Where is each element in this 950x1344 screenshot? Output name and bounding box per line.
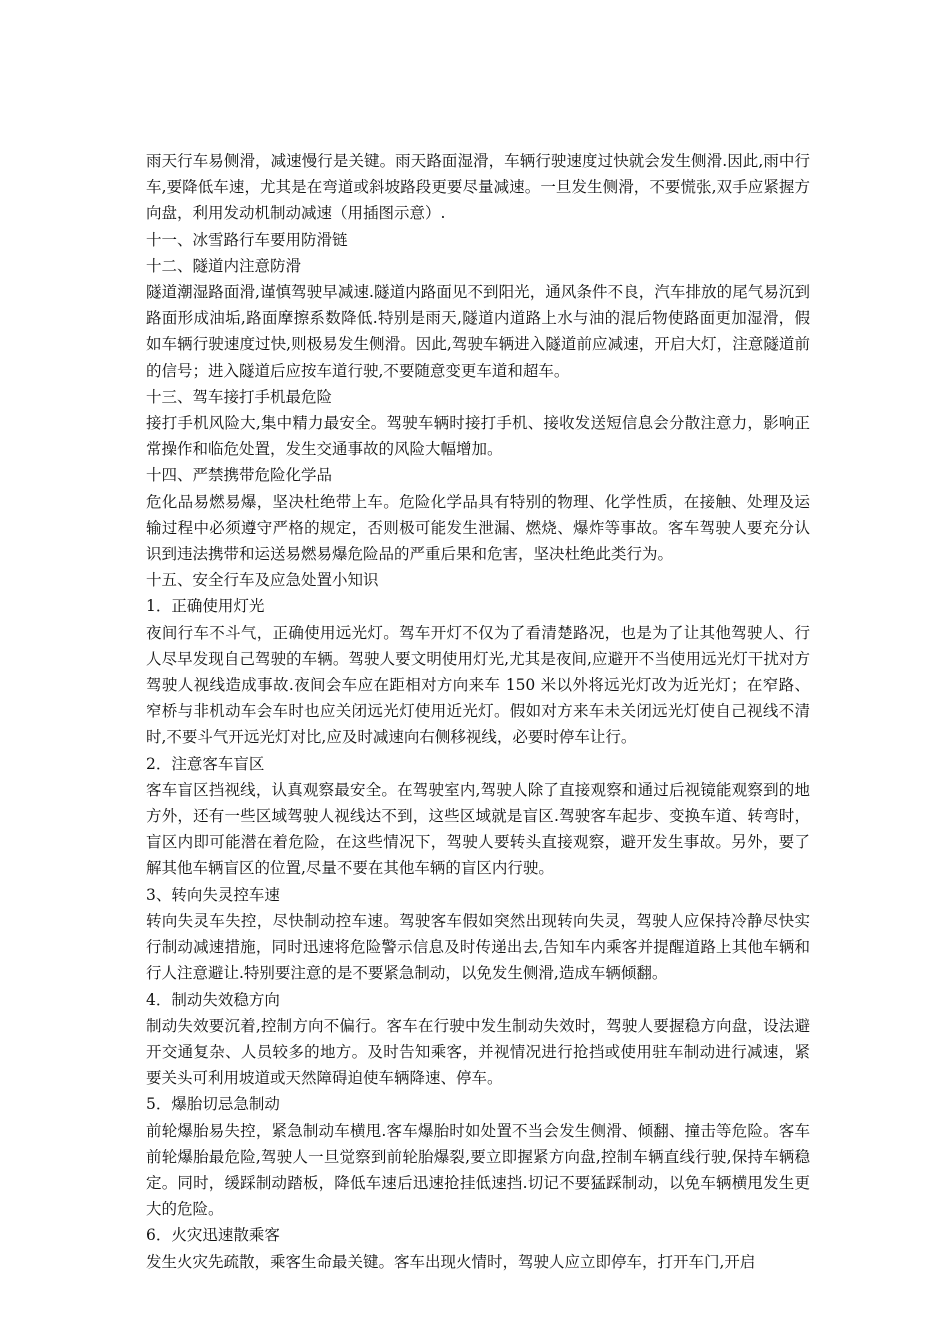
heading-12: 十二、隧道内注意防滑 [146,256,302,275]
paragraph-hazmat: 危化品易燃易爆，坚决杜绝带上车。危险化学品具有特别的物理、化学性质，在接触、处理及运输过程中必须遵守严格的规定，否则极可能发生泄漏、燃烧、爆炸等事故。客车驾驶人要充分认识到违法携带和运送易燃易爆危险品的严重后果和危害，坚决杜绝此类行为。 [146,492,810,564]
subheading-6: 6．火灾迅速散乘客 [146,1226,280,1245]
heading-11: 十一、冰雪路行车要用防滑链 [146,230,348,249]
paragraph-phone: 接打手机风险大,集中精力最安全。驾驶车辆时接打手机、接收发送短信息会分散注意力，影响正常操作和临危处置，发生交通事故的风险大幅增加。 [146,414,810,459]
paragraph-blindspot: 客车盲区挡视线，认真观察最安全。在驾驶室内,驾驶人除了直接观察和通过后视镜能观察到的地方外，还有一些区域驾驶人视线达不到，这些区域就是盲区.驾驶客车起步、变换车道、转弯时，盲区内即可能潜在着危险，在这些情况下，驾驶人要转头直接观察，避开发生事故。另外，要了解其他车辆盲区的位置,尽量不要在其他车辆的盲区内行驶。 [146,780,810,878]
paragraph-rain: 雨天行车易侧滑，减速慢行是关键。雨天路面湿滑，车辆行驶速度过快就会发生侧滑.因此,雨中行车,要降低车速，尤其是在弯道或斜坡路段更要尽量减速。一旦发生侧滑，不要慌张,双手应紧握方向盘，利用发动机制动减速（用插图示意）. [146,152,810,223]
paragraph-brakes: 制动失效要沉着,控制方向不偏行。客车在行驶中发生制动失效时，驾驶人要握稳方向盘，设法避开交通复杂、人员较多的地方。及时告知乘客，并视情况进行抢挡或使用驻车制动进行减速，紧要关头可利用坡道或天然障碍迫使车辆降速、停车。 [146,1016,810,1088]
paragraph-steering: 转向失灵车失控，尽快制动控车速。驾驶客车假如突然出现转向失灵，驾驶人应保持冷静尽快实行制动减速措施，同时迅速将危险警示信息及时传递出去,告知车内乘客并提醒道路上其他车辆和行人注意避让.特别要注意的是不要紧急制动，以免发生侧滑,造成车辆倾翻。 [146,911,810,983]
paragraph-fire: 发生火灾先疏散，乘客生命最关键。客车出现火情时，驾驶人应立即停车，打开车门,开启 [146,1252,756,1271]
heading-15: 十五、安全行车及应急处置小知识 [146,571,379,590]
subheading-1: 1．正确使用灯光 [146,597,265,616]
heading-13: 十三、驾车接打手机最危险 [146,387,333,406]
subheading-4: 4．制动失效稳方向 [146,990,280,1009]
subheading-2: 2．注意客车盲区 [146,754,265,773]
document-body [146,148,810,1275]
paragraph-lights: 夜间行车不斗气，正确使用远光灯。驾车开灯不仅为了看清楚路况，也是为了让其他驾驶人、行人尽早发现自己驾驶的车辆。驾驶人要文明使用灯光,尤其是夜间,应避开不当使用远光灯干扰对方驾驶人视线造成事故.夜间会车应在距相对方向来车 150 米以外将远光灯改为近光灯；在窄路、窄桥与非机动车会车时也应关闭远光灯使用近光灯。假如对方来车未关闭远光灯使自己视线不清时,不要斗气开远光灯对比,应及时减速向右侧移视线，必要时停车让行。 [146,623,810,747]
paragraph-tire: 前轮爆胎易失控，紧急制动车横甩.客车爆胎时如处置不当会发生侧滑、倾翻、撞击等危险。客车前轮爆胎最危险,驾驶人一旦觉察到前轮胎爆裂,要立即握紧方向盘,控制车辆直线行驶,保持车辆稳定。同时，缓踩制动踏板，降低车速后迅速抢挂低速挡.切记不要猛踩制动，以免车辆横甩发生更大的危险。 [146,1121,810,1219]
subheading-5: 5．爆胎切忌急制动 [146,1095,280,1114]
heading-14: 十四、严禁携带危险化学品 [146,466,333,485]
paragraph-tunnel: 隧道潮湿路面滑,谨慎驾驶早减速.隧道内路面见不到阳光，通风条件不良，汽车排放的尾气易沉到路面形成油垢,路面摩擦系数降低.特别是雨天,隧道内道路上水与油的混后物使路面更加湿滑，假如车辆行驶速度过快,则极易发生侧滑。因此,驾驶车辆进入隧道前应减速，开启大灯，注意隧道前的信号；进入隧道后应按车道行驶,不要随意变更车道和超车。 [146,283,810,380]
subheading-3: 3、转向失灵控车速 [146,885,280,904]
